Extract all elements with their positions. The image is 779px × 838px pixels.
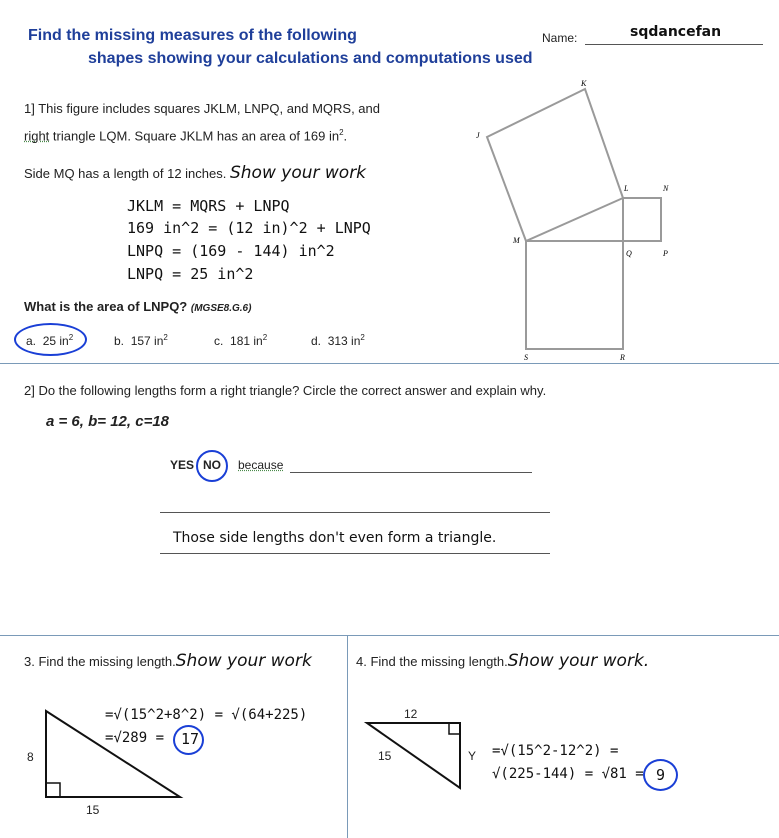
q4-side-hyp: 15 [378,749,392,763]
q2-no-circle [196,450,228,482]
q3-triangle [40,705,190,805]
label-r: R [620,353,625,362]
q3-work-1: =√(15^2+8^2) = √(64+225) [105,707,308,723]
q4-show-work: Show your work. [507,651,650,671]
q2-because: because [238,458,284,472]
divider-q1-q2 [0,363,779,364]
q1-line-1: 1] This figure includes squares JKLM, LNPQ, and MQRS, and [24,101,380,116]
q2-values: a = 6, b= 12, c=18 [46,413,170,430]
title-line-2: shapes showing your calculations and computations used [88,50,533,67]
q3-right-angle-icon [46,783,60,797]
q1-question: What is the area of LNPQ? (MGSE8.G.6) [24,299,252,314]
q1-show-work: Show your work [229,163,367,183]
q4-answer: 9 [656,766,666,784]
choice-b[interactable]: b. 157 $in^2$ [114,333,168,348]
square-mqrs [526,241,623,349]
label-s: S [524,353,528,362]
q4-side-top: 12 [404,707,418,721]
choice-c[interactable]: c. 181 $in^2$ [214,333,268,348]
name-underline [585,44,763,45]
q1-line-2: right triangle LQM. Square JKLM has an area of 169 $in^2$. [24,128,348,144]
name-label: Name: [542,31,578,45]
divider-q2-q3 [0,635,779,636]
label-j: J [476,131,480,140]
because-line [290,472,532,473]
title-line-1: Find the missing measures of the following [28,27,357,44]
q3-side-bottom: 15 [86,803,100,817]
q4-work-1: =√(15^2-12^2) = [492,743,619,759]
q4-prompt-line: 4. Find the missing length.Show your work. [356,651,650,671]
pythagorean-squares-figure [460,70,680,370]
q1-work-2: 169 in^2 = (12 in)^2 + LNPQ [127,219,371,237]
choice-d[interactable]: d. 313 $in^2$ [311,333,365,348]
q1-work-3: LNPQ = (169 - 144) in^2 [127,242,335,260]
q3-show-work: Show your work [175,651,312,671]
q3-answer: 17 [181,730,200,748]
label-p: P [663,249,668,258]
q3-prompt-line: 3. Find the missing length.Show your work [24,651,312,671]
q2-no[interactable]: NO [203,458,221,472]
q4-answer-circle [643,759,678,791]
choice-a-circle [14,323,87,356]
choice-a[interactable]: a. 25 $in^2$ [26,333,74,348]
q2-answer: Those side lengths don't even form a triangle. [173,530,497,546]
square-lnpq [623,198,661,241]
label-k: K [581,79,587,88]
q4-right-angle-icon [449,723,460,734]
label-n: N [663,184,669,193]
q2-prompt: 2] Do the following lengths form a right triangle? Circle the correct answer and explain why. [24,383,547,398]
name-value: sqdancefan [630,24,722,40]
answer-line-1 [160,512,550,513]
divider-q3-q4 [347,635,348,838]
q1-line-3: Side MQ has a length of 12 inches. Show your work [24,163,367,183]
q1-work-1: JKLM = MQRS + LNPQ [127,197,290,215]
q4-work-2: √(225-144) = √81 = [492,766,644,782]
q3-side-left: 8 [27,750,34,764]
q1-work-4: LNPQ = 25 in^2 [127,265,254,283]
label-q: Q [626,249,632,258]
q3-work-2: =√289 = [105,730,165,746]
label-l: L [624,184,629,193]
q4-side-right: Y [468,749,477,763]
q2-yes[interactable]: YES [170,458,195,472]
label-m: M [513,236,520,245]
square-jklm [487,89,623,241]
answer-line-2 [160,553,550,554]
